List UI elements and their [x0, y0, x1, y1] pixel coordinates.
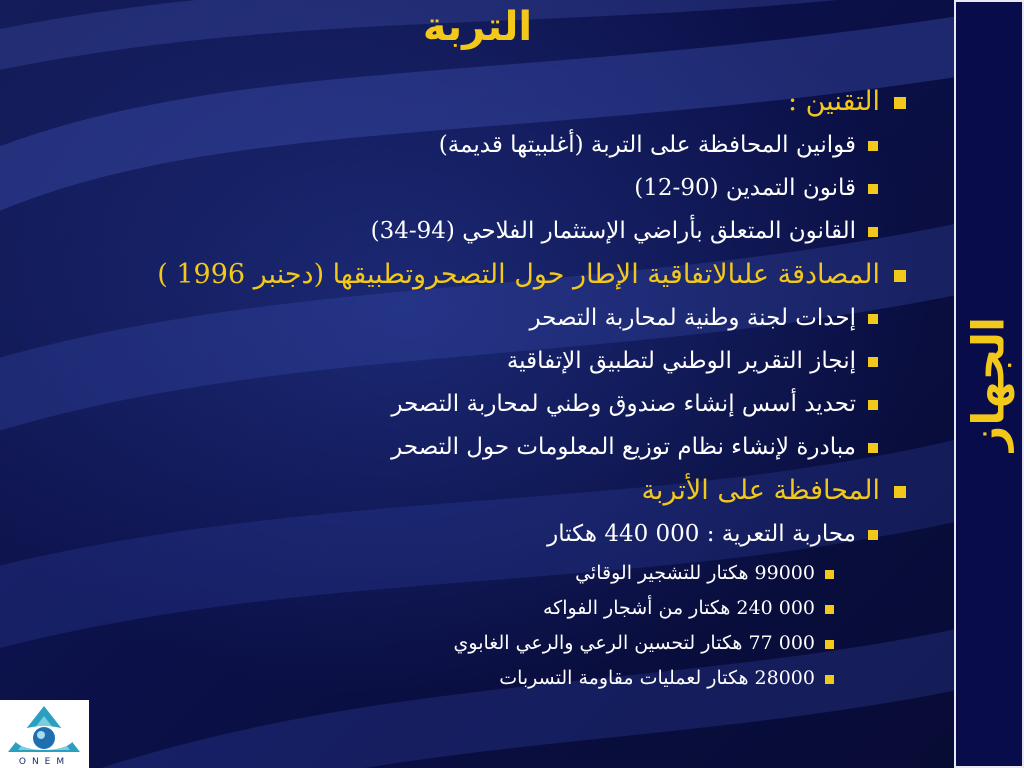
bullet-square-icon [868, 443, 878, 453]
bullet-square-icon [868, 530, 878, 540]
logo-text: ONEM [18, 757, 71, 767]
bullet-square-icon [868, 400, 878, 410]
sub-bullet-item [26, 124, 906, 167]
sub-bullet-item [26, 297, 906, 340]
bullet-text: إحدات لجنة وطنية لمحاربة التصحر [529, 305, 856, 331]
bullet-square-icon [825, 640, 834, 649]
sub-sub-bullet-item [26, 556, 906, 591]
bullet-text: محاربة التعرية : 000 440 هكتار [547, 521, 856, 547]
bullet-text: القانون المتعلق بأراضي الإستثمار الفلاحي (94-34) [370, 218, 856, 244]
bullet-square-icon [868, 357, 878, 367]
sub-bullet-item [26, 167, 906, 210]
bullet-text: مبادرة لإنشاء نظام توزيع المعلومات حول التصحر [391, 434, 856, 460]
bullet-item [26, 469, 906, 513]
slide-title: التربة [422, 4, 533, 50]
bullet-text: 99000 هكتار للتشجير الوقائي [575, 562, 815, 584]
sub-sub-bullet-item [26, 626, 906, 661]
bullet-text: التقنين : [787, 86, 880, 117]
bullet-square-icon [868, 314, 878, 324]
sub-bullet-item [26, 513, 906, 556]
sub-sub-bullet-item [26, 661, 906, 696]
bullet-text: تحديد أسس إنشاء صندوق وطني لمحاربة التصحر [391, 391, 856, 417]
sub-bullet-item [26, 340, 906, 383]
bullet-square-icon [868, 227, 878, 237]
side-label: الجهاز [963, 316, 1015, 452]
bullet-text: المصادقة علىالاتفاقية الإطار حول التصحروتطبيقها (دجنبر 1996 ) [157, 259, 880, 290]
sub-sub-bullet-item [26, 591, 906, 626]
sub-bullet-item [26, 426, 906, 469]
bullet-text: إنجاز التقرير الوطني لتطبيق الإتفاقية [506, 348, 856, 374]
sub-bullet-item [26, 383, 906, 426]
bullet-square-icon [825, 675, 834, 684]
bullet-text: 000 77 هكتار لتحسين الرعي والرعي الغابوي [453, 632, 815, 654]
bullet-square-icon [868, 184, 878, 194]
bullet-square-icon [868, 141, 878, 151]
bullet-square-icon [894, 486, 906, 498]
bullet-text: 000 240 هكتار من أشجار الفواكه [542, 597, 815, 619]
bullet-text: 28000 هكتار لعمليات مقاومة التسربات [499, 667, 815, 689]
bullet-square-icon [825, 570, 834, 579]
bullet-text: قوانين المحافظة على التربة (أغلبيتها قديمة) [438, 132, 856, 158]
side-panel [954, 0, 1024, 768]
bullet-square-icon [894, 270, 906, 282]
bullet-item [26, 80, 906, 124]
bullet-text: قانون التمدين (90-12) [634, 175, 856, 201]
onem-logo [0, 700, 89, 768]
bullet-square-icon [894, 97, 906, 109]
bullet-text: المحافظة على الأتربة [641, 475, 880, 506]
bullet-item [26, 253, 906, 297]
bullet-list [26, 80, 906, 696]
eye-logo-icon [0, 700, 89, 760]
sub-bullet-item [26, 210, 906, 253]
bullet-square-icon [825, 605, 834, 614]
